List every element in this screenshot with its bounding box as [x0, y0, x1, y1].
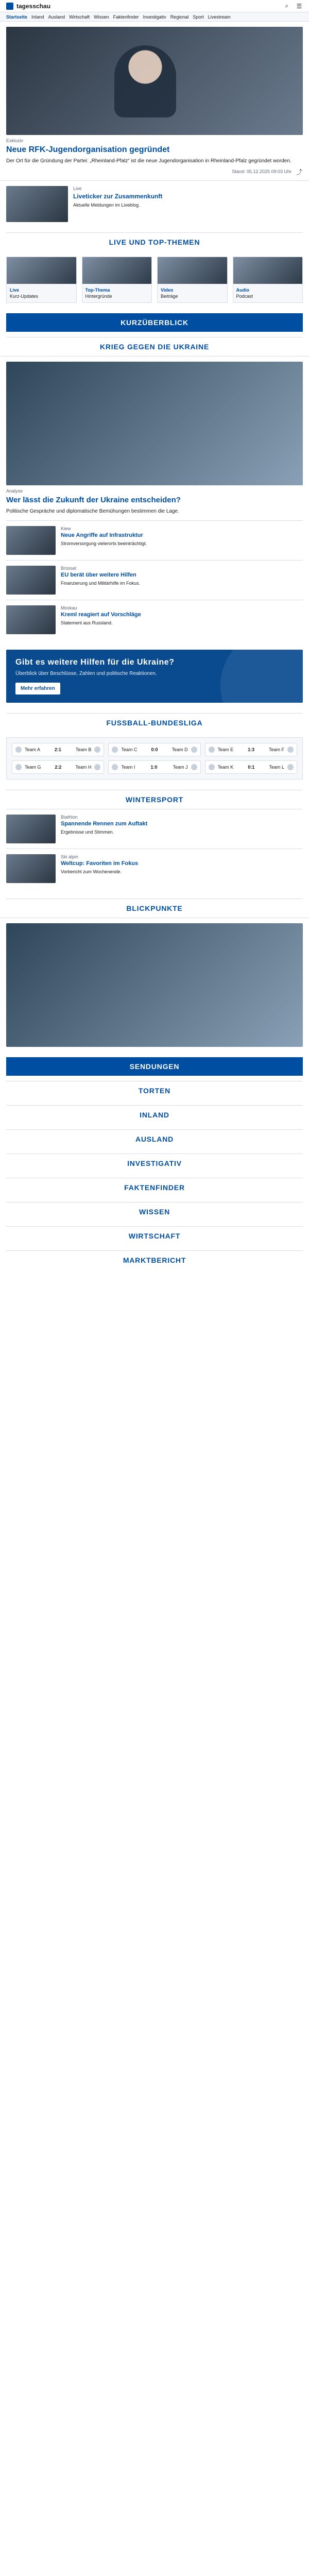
featured-small-thumb: [6, 186, 68, 222]
home-team: [112, 747, 137, 753]
match-score: 0:0: [151, 747, 158, 752]
match-score: 1:0: [150, 765, 158, 770]
home-team: [15, 764, 41, 770]
wissen-section: [0, 1197, 309, 1221]
ukraine-title: KRIEG GEGEN DIE UKRAINE: [6, 337, 303, 356]
match-score: 2:1: [54, 747, 61, 752]
live-topic-image: [82, 257, 152, 284]
list-desc: Statement aus Russland.: [61, 620, 113, 625]
list-desc: Stromversorgung vielerorts beeinträchtigt.: [61, 541, 147, 546]
nav-item-startseite[interactable]: Startseite: [6, 14, 28, 20]
list-thumb: [6, 605, 56, 634]
list-text: [61, 854, 303, 883]
list-kicker: Biathlon: [61, 815, 78, 820]
ukraine-big-title[interactable]: Wer lässt die Zukunft der Ukraine entscheiden?: [6, 496, 181, 504]
list-thumb: [6, 526, 56, 555]
home-team: [112, 764, 135, 770]
hero-title[interactable]: Neue RFK-Jugendorganisation gegründet: [6, 145, 170, 154]
ukraine-list: [0, 520, 309, 645]
team-crest-icon: [287, 747, 294, 753]
live-topic-tile[interactable]: [157, 257, 228, 303]
away-team-name: Team J: [173, 765, 188, 770]
live-topic-desc: Beiträge: [161, 294, 178, 299]
home-team-name: Team A: [25, 747, 41, 752]
away-team: [269, 764, 294, 770]
away-team: [76, 747, 101, 753]
live-topic-title: Live: [10, 287, 20, 293]
nav-item-investigativ[interactable]: Investigativ: [143, 14, 166, 20]
fussball-section: [0, 708, 309, 732]
away-team-name: Team B: [75, 747, 92, 752]
hero-meta: Stand: 05.12.2025 09:03 Uhr: [232, 169, 291, 174]
hero-image: [6, 27, 303, 135]
away-team-name: Team H: [75, 765, 92, 770]
list-item[interactable]: [6, 560, 303, 600]
list-item[interactable]: [6, 809, 303, 849]
hero-kicker: Exklusiv: [6, 138, 24, 143]
live-topic-title: Audio: [236, 287, 249, 293]
faktenfinder-section: [0, 1173, 309, 1197]
away-team-name: Team D: [171, 747, 188, 752]
live-topic-text: [82, 284, 152, 302]
inland-title: INLAND: [6, 1105, 303, 1124]
away-team: [173, 764, 197, 770]
main-navigation: [0, 12, 309, 22]
live-topics-section: [0, 227, 309, 251]
list-desc: Vorbericht zum Wochenende.: [61, 869, 122, 874]
match-card[interactable]: [205, 760, 297, 774]
list-text: [61, 526, 303, 555]
ukraine-banner[interactable]: [6, 650, 303, 703]
banner-title: Gibt es weitere Hilfen für die Ukraine?: [15, 658, 175, 667]
live-topic-text: [233, 284, 303, 302]
blickpunkte-image: [6, 923, 303, 1047]
list-title[interactable]: Weltcup: Favoriten im Fokus: [61, 860, 139, 867]
nav-item-sport[interactable]: Sport: [193, 14, 204, 20]
site-name: tagesschau: [16, 2, 51, 10]
live-topic-tile[interactable]: [233, 257, 303, 303]
nav-item-wirtschaft[interactable]: Wirtschaft: [69, 14, 90, 20]
list-kicker: Moskau: [61, 605, 77, 611]
wirtschaft-section: [0, 1221, 309, 1245]
investigativ-section: [0, 1148, 309, 1173]
featured-small-kicker: Live: [73, 186, 82, 191]
nav-item-regional[interactable]: Regional: [170, 14, 189, 20]
ukraine-big-image: [6, 362, 303, 485]
match-card[interactable]: [108, 760, 200, 774]
ukraine-section: [0, 332, 309, 356]
torten-section: [0, 1076, 309, 1100]
list-title[interactable]: Kreml reagiert auf Vorschläge: [61, 612, 141, 618]
ukraine-big-kicker: Analyse: [6, 488, 23, 494]
team-crest-icon: [94, 764, 100, 770]
marktbericht-section: [0, 1245, 309, 1269]
away-team-name: Team L: [269, 765, 284, 770]
marktbericht-title: MARKTBERICHT: [6, 1250, 303, 1269]
hero-teaser[interactable]: [0, 22, 309, 180]
list-title[interactable]: EU berät über weitere Hilfen: [61, 572, 136, 578]
live-topic-image: [7, 257, 76, 284]
list-kicker: Kiew: [61, 526, 71, 531]
live-topic-text: [158, 284, 227, 302]
list-thumb: [6, 854, 56, 883]
wintersport-section: [0, 785, 309, 809]
banner-text: Überblick über Beschlüsse, Zahlen und politische Reaktionen.: [15, 671, 157, 676]
match-card[interactable]: [205, 743, 297, 756]
list-item[interactable]: [6, 849, 303, 888]
team-crest-icon: [191, 764, 197, 770]
nav-item-wissen[interactable]: Wissen: [94, 14, 109, 20]
blickpunkte-section: [0, 893, 309, 918]
team-crest-icon: [94, 747, 100, 753]
share-icon[interactable]: ⤴: [296, 168, 302, 176]
kurzueberblick-section: [0, 308, 309, 332]
away-team-name: Team F: [268, 747, 284, 752]
team-crest-icon: [191, 747, 197, 753]
live-topic-title: Video: [161, 287, 174, 293]
live-topic-tile[interactable]: [82, 257, 152, 303]
fussball-title: FUSSBALL-BUNDESLIGA: [6, 713, 303, 732]
wirtschaft-title: WIRTSCHAFT: [6, 1226, 303, 1245]
nav-item-inland[interactable]: Inland: [31, 14, 44, 20]
live-topics-grid: [0, 251, 309, 308]
featured-small-title[interactable]: Liveticker zur Zusammenkunft: [73, 193, 163, 200]
wintersport-list: [0, 809, 309, 893]
list-desc: Ergebnisse und Stimmen.: [61, 829, 114, 835]
away-team: [172, 747, 197, 753]
live-topic-image: [233, 257, 303, 284]
home-team: [209, 764, 234, 770]
fussball-results: [0, 732, 309, 785]
blickpunkte-title: BLICKPUNKTE: [6, 899, 303, 918]
list-thumb: [6, 566, 56, 595]
match-score: 0:1: [248, 765, 255, 770]
away-team: [75, 764, 100, 770]
match-score: 1:3: [248, 747, 255, 752]
torten-title: TORTEN: [6, 1081, 303, 1100]
blickpunkte-teaser[interactable]: [0, 918, 309, 1052]
site-logo[interactable]: [6, 3, 50, 10]
menu-icon[interactable]: ☰: [296, 2, 302, 10]
home-team-name: Team K: [217, 765, 234, 770]
logo-mark: [6, 3, 13, 10]
live-topic-desc: Hintergründe: [85, 294, 112, 299]
top-icons: [283, 3, 303, 10]
team-crest-icon: [112, 747, 118, 753]
live-topic-image: [158, 257, 227, 284]
list-text: [61, 605, 303, 634]
hero-footer: [6, 168, 303, 175]
match-card[interactable]: [12, 743, 104, 756]
match-card[interactable]: [12, 760, 104, 774]
list-title[interactable]: Neue Angriffe auf Infrastruktur: [61, 532, 143, 538]
team-crest-icon: [15, 764, 22, 770]
home-team: [209, 747, 234, 753]
home-team-name: Team G: [25, 765, 41, 770]
hero-lead: Der Ort für die Gründung der Partei: „Rheinland-Pfalz“ ist die neue Jugendorganisation in Rheinland-Pfalz gegründet worden.: [6, 158, 291, 164]
featured-small-body: [73, 186, 303, 222]
live-topic-text: [7, 284, 76, 302]
home-team-name: Team E: [217, 747, 234, 752]
league-box: [6, 737, 303, 779]
sendungen-title: SENDUNGEN: [6, 1057, 303, 1076]
away-team: [269, 747, 294, 753]
home-team-name: Team C: [121, 747, 138, 752]
team-crest-icon: [209, 764, 215, 770]
live-topics-title: LIVE UND TOP-THEMEN: [6, 232, 303, 251]
home-team: [15, 747, 40, 753]
list-title[interactable]: Spannende Rennen zum Auftakt: [61, 821, 148, 827]
match-score: 2:2: [55, 765, 62, 770]
inland-section: [0, 1100, 309, 1124]
banner-cta[interactable]: Mehr erfahren: [15, 683, 60, 694]
team-crest-icon: [287, 764, 294, 770]
investigativ-title: INVESTIGATIV: [6, 1154, 303, 1173]
featured-small-desc: Aktuelle Meldungen im Liveblog.: [73, 202, 140, 208]
list-item[interactable]: [6, 600, 303, 639]
search-icon[interactable]: ⌕: [285, 2, 289, 9]
wissen-title: WISSEN: [6, 1202, 303, 1221]
team-crest-icon: [15, 747, 22, 753]
nav-item-ausland[interactable]: Ausland: [48, 14, 65, 20]
list-kicker: Ski alpin: [61, 854, 79, 859]
list-thumb: [6, 815, 56, 843]
list-item[interactable]: [6, 520, 303, 560]
top-bar: [0, 0, 309, 12]
list-desc: Finanzierung und Militärhilfe im Fokus.: [61, 581, 141, 586]
team-crest-icon: [209, 747, 215, 753]
live-topic-tile[interactable]: [6, 257, 77, 303]
list-text: [61, 815, 303, 843]
home-team-name: Team I: [121, 765, 135, 770]
list-kicker: Brüssel: [61, 566, 77, 571]
ukraine-big-lead: Politische Gespräche und diplomatische Bemühungen bestimmen die Lage.: [6, 509, 179, 514]
live-topic-desc: Kurz-Updates: [10, 294, 39, 299]
live-topic-title: Top-Thema: [85, 287, 110, 293]
nav-item-faktenfinder[interactable]: Faktenfinder: [113, 14, 139, 20]
ausland-title: AUSLAND: [6, 1129, 303, 1148]
match-card[interactable]: [108, 743, 200, 756]
wintersport-title: WINTERSPORT: [6, 790, 303, 809]
featured-small-card[interactable]: [0, 180, 309, 227]
sendungen-section: [0, 1052, 309, 1076]
faktenfinder-title: FAKTENFINDER: [6, 1178, 303, 1197]
ukraine-big-teaser[interactable]: [0, 356, 309, 520]
live-topic-desc: Podcast: [236, 294, 253, 299]
nav-item-livestream[interactable]: Livestream: [208, 14, 231, 20]
ausland-section: [0, 1124, 309, 1148]
list-text: [61, 566, 303, 595]
team-crest-icon: [112, 764, 118, 770]
kurzueberblick-title: KURZÜBERBLICK: [6, 313, 303, 332]
